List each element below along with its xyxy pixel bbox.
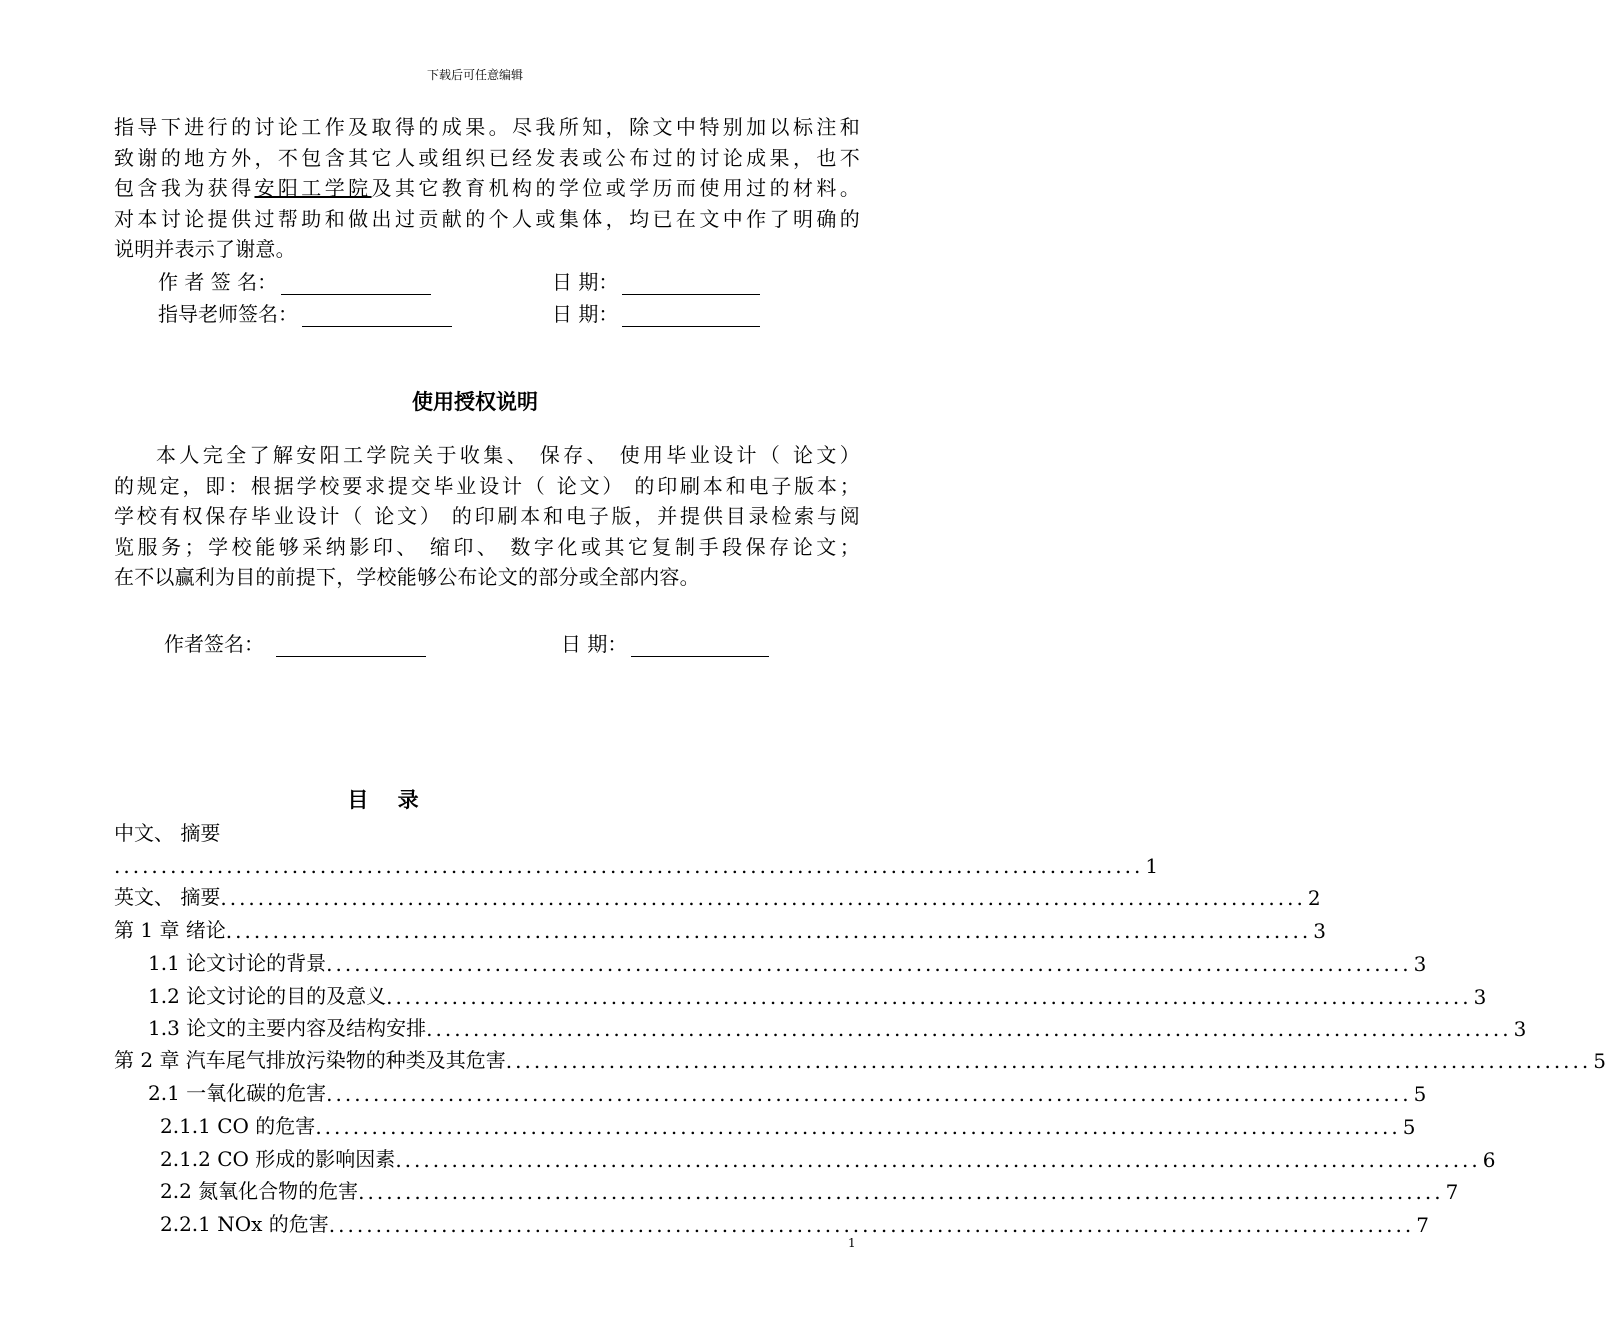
toc-leader-dots: .................................................................................................................... — [326, 1082, 1412, 1106]
toc-entry-label: 2.2 氮氧化合物的危害 — [160, 1179, 359, 1203]
toc-entry[interactable] — [114, 878, 1321, 910]
toc-leader-dots: .................................................................................................................... — [426, 1017, 1512, 1041]
toc-entry-label: 中文、 摘要 — [114, 821, 221, 845]
toc-page-number: 3 — [1313, 919, 1326, 943]
declaration-text: 包含我为获得 — [114, 176, 255, 200]
toc-entry[interactable] — [148, 977, 1487, 1009]
page-number: 1 — [848, 1236, 856, 1250]
authorization-sign-label: 作者签名： — [164, 632, 264, 656]
toc-leader-dots: .................................................................................................................... — [395, 1148, 1481, 1172]
toc-leader-dots: .................................................................................................................... — [386, 985, 1472, 1009]
toc-page-number: 2 — [1307, 886, 1321, 910]
authorization-line: 学校有权保存毕业设计（ 论文） 的印刷本和电子版，并提供目录检索与阅 — [114, 504, 860, 528]
toc-entry-label-only — [114, 814, 860, 846]
authorization-date-row — [561, 628, 769, 657]
authorization-paragraph — [114, 440, 860, 593]
author-date-field[interactable] — [622, 274, 760, 295]
author-date-row — [552, 266, 760, 295]
toc-page-number: 5 — [1593, 1049, 1606, 1073]
toc-page-number: 3 — [1513, 1017, 1527, 1041]
toc-entry-label: 2.2.1 NOx 的危害 — [160, 1212, 329, 1236]
author-sign-label: 作 者 签 名： — [158, 270, 278, 294]
advisor-date-field[interactable] — [622, 306, 760, 327]
toc-entry[interactable] — [114, 911, 1326, 943]
date-label: 日 期： — [552, 302, 619, 326]
toc-entry-label: 2.1.2 CO 形成的影响因素 — [160, 1147, 396, 1171]
toc-page-number: 7 — [1416, 1213, 1429, 1237]
declaration-line: 对本讨论提供过帮助和做出过贡献的个人或集体，均已在文中作了明确的 — [114, 206, 860, 231]
toc-page-number: 5 — [1402, 1115, 1416, 1139]
declaration-text: 及其它教育机构的学位或学历而使用过的材料。 — [371, 176, 861, 200]
toc-entry[interactable] — [160, 1205, 1429, 1237]
author-signature-field[interactable] — [281, 274, 431, 295]
toc-entry[interactable] — [148, 1074, 1427, 1106]
date-label: 日 期： — [561, 632, 628, 656]
authorization-line: 的规定，即：根据学校要求提交毕业设计（ 论文） 的印刷本和电子版本； — [114, 473, 860, 498]
declaration-line: 致谢的地方外，不包含其它人或组织已经发表或公布过的讨论成果，也不 — [114, 145, 860, 170]
toc-page-number: 3 — [1413, 952, 1427, 976]
declaration-line: 指导下进行的讨论工作及取得的成果。尽我所知，除文中特别加以标注和 — [114, 115, 860, 139]
toc-entry-label: 第 1 章 绪论 — [114, 918, 226, 942]
toc-leader-dots: .................................................................................................................... — [505, 1049, 1592, 1073]
advisor-signature-field[interactable] — [302, 306, 452, 327]
toc-leader-dots: .................................................................................................................... — [225, 919, 1312, 943]
toc-page-number: 1 — [1145, 854, 1159, 878]
toc-page-number: 7 — [1445, 1180, 1459, 1204]
toc-entry[interactable] — [114, 1041, 1606, 1073]
toc-entry[interactable] — [148, 1009, 1527, 1041]
toc-entry[interactable] — [114, 846, 1159, 878]
toc-page-number: 5 — [1413, 1082, 1427, 1106]
author-signature-row — [158, 266, 431, 295]
toc-leader-dots: .................................................................................................................... — [315, 1115, 1401, 1139]
declaration-paragraph — [114, 112, 860, 265]
toc-entry-label: 第 2 章 汽车尾气排放污染物的种类及其危害 — [114, 1048, 506, 1072]
toc-entry-label: 1.2 论文讨论的目的及意义 — [148, 984, 387, 1008]
declaration-line — [114, 173, 860, 204]
toc-title: 目 录 — [347, 788, 419, 812]
toc-leader-dots: .................................................................................................................... — [220, 886, 1306, 910]
toc-leader-dots: .................................................................................................................... — [358, 1180, 1444, 1204]
toc-entry[interactable] — [160, 1140, 1496, 1172]
date-label: 日 期： — [552, 270, 619, 294]
authorization-line: 在不以赢利为目的前提下，学校能够公布论文的部分或全部内容。 — [114, 565, 700, 589]
toc-entry[interactable] — [148, 944, 1427, 976]
toc-entry[interactable] — [160, 1107, 1416, 1139]
page-header: 下载后可任意编辑 — [426, 68, 523, 82]
toc-entry-label: 英文、 摘要 — [114, 885, 221, 909]
toc-leader-dots: .................................................................................................................... — [326, 952, 1412, 976]
toc-leader-dots: .............................................................................................................. — [114, 854, 1144, 878]
authorization-title: 使用授权说明 — [412, 390, 538, 414]
toc-entry-label: 2.1 一氧化碳的危害 — [148, 1081, 327, 1105]
advisor-signature-row — [158, 298, 452, 327]
authorization-line: 本人完全了解安阳工学院关于收集、 保存、 使用毕业设计（ 论文） — [156, 443, 860, 467]
toc-entry-label: 1.3 论文的主要内容及结构安排 — [148, 1016, 427, 1040]
toc-page-number: 3 — [1473, 985, 1487, 1009]
advisor-date-row — [552, 298, 760, 327]
declaration-line: 说明并表示了谢意。 — [114, 237, 296, 261]
advisor-sign-label: 指导老师签名： — [158, 302, 298, 326]
authorization-line: 览服务；学校能够采纳影印、 缩印、 数字化或其它复制手段保存论文； — [114, 534, 860, 559]
authorization-signature-field[interactable] — [276, 636, 426, 657]
authorization-signature-row — [164, 628, 426, 657]
school-name-underlined: 安阳工学院 — [254, 176, 372, 200]
toc-entry-label: 1.1 论文讨论的背景 — [148, 951, 327, 975]
toc-page-number: 6 — [1482, 1148, 1496, 1172]
toc-entry[interactable] — [160, 1172, 1459, 1204]
authorization-date-field[interactable] — [631, 636, 769, 657]
toc-leader-dots: .................................................................................................................... — [328, 1213, 1415, 1237]
toc-entry-label: 2.1.1 CO 的危害 — [160, 1114, 316, 1138]
